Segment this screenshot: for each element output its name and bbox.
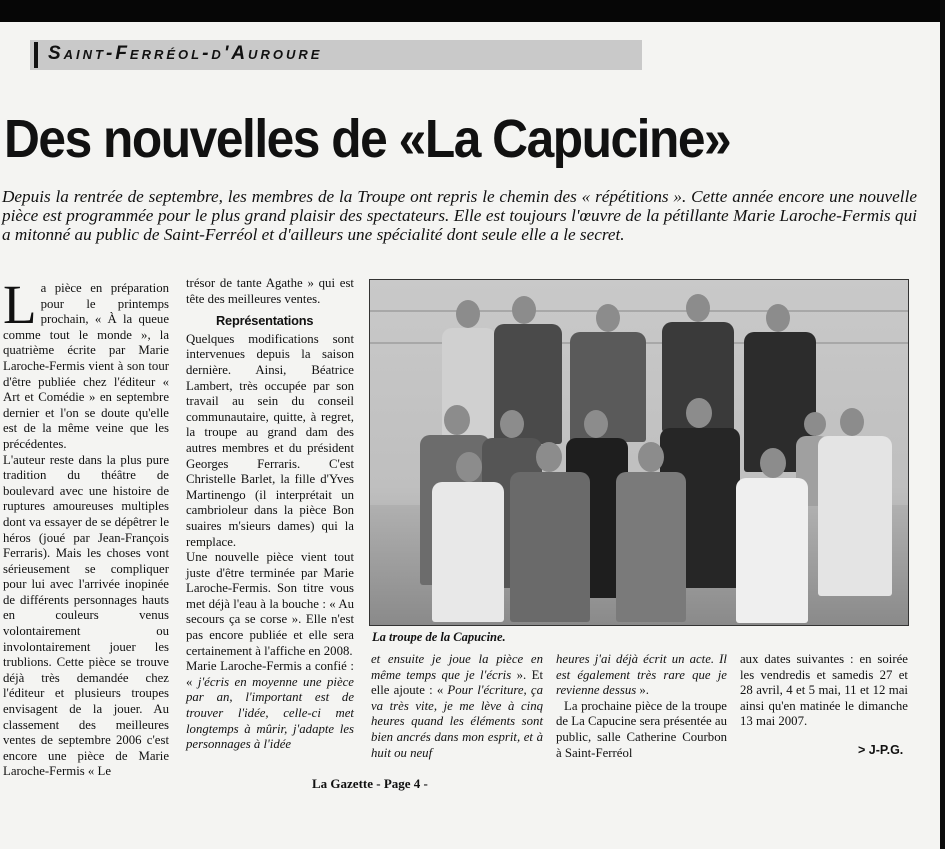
page-footer: La Gazette - Page 4 - [312,776,428,791]
paragraph-7 [371,652,543,761]
paragraph-6 [186,659,354,753]
photo-caption: La troupe de la Capucine. [372,630,506,644]
paragraph-4: Quelques modifications sont intervenues depuis la saison dernière. Ainsi, Béatrice Lambert, très occupée par son travail au sein du conseil communautaire, quitte, à regret, la troupe au grand dam des autres membres et du président Georges Ferraris. C'est Christelle Barlet, la fille d'Yves Martinengo (il interprétait un cambrioleur dans la pièce Bon suaires m'sieurs dames) qui la remplace. [186,331,354,549]
paragraph-1-text: a pièce en préparation pour le printemps prochain, « À la queue comme tout le monde », la quatrième écrite par Marie Laroche-Fermis vient à son tour d'être publiée chez l'éditeur « Art et Comédie » en septembre dernier et l'on se doute qu'elle est de la même veine que les précédentes. [3,281,169,451]
lead-paragraph: Depuis la rentrée de septembre, les membres de la Troupe ont repris le chemin des « répétitions ». Cette année encore une nouvelle pièce est programmée pour le plus grand plaisir des spectateurs. Elle est toujours l'œuvre de la pétillante Marie Laroche-Fermis qui a mitonné au public de Saint-Ferréol et d'ailleurs une spécialité dont seule elle a le secret. [2,187,917,244]
article-column-4 [556,652,727,761]
paragraph-3: trésor de tante Agathe » qui est tête des meilleures ventes. [186,276,354,306]
quote-bridge: ». Et elle ajoute : « [371,667,544,698]
article-column-5 [740,652,908,730]
quote-close: ». [636,683,649,698]
paragraph-10: aux dates suivantes : en soirée les vendredis et samedis 27 et 28 avril, 4 et 5 mai, 11 et 12 mai ainsi qu'en matinée le dimanche 13 mai 2007. [740,652,908,729]
paragraph-1 [3,274,169,453]
paragraph-2: L'auteur reste dans la plus pure tradition du théâtre de boulevard avec une histoire de ruptures amoureuses multiples dont va essayer de se dépêtrer le héros (joué par Jean-François Ferraris). Mais les choses vont sérieusement se compliquer pour lui avec l'arrivée inopinée de différents personnages hauts en couleurs venus volontairement ou involontairement jouer les trublions. Cette pièce se trouve déjà très demandée chez l'éditeur et plusieurs troupes envisagent de la jouer. Au classement des meilleures ventes de septembre 2006 c'est encore une pièce de Marie Laroche-Fermis « Le [3,452,169,779]
headline: Des nouvelles de «La Capucine» [4,109,731,169]
paragraph-9: La prochaine pièce de la troupe de La Capucine sera présentée au public, salle Catherine Courbon à Saint-Ferréol [556,698,727,760]
article-column-2 [186,276,354,753]
quote-text-4: heures j'ai déjà écrit un acte. Il est également très rare que je revienne dessus [556,652,727,698]
paragraph-5: Une nouvelle pièce vient tout juste d'être terminée par Marie Laroche-Fermis. Son titre vous met déjà l'eau à la bouche : « Au secours ça se corse ». Elle n'est pas encore publiée et elle sera certainement à l'affiche en 2008. [186,550,354,658]
quote-intro: Marie Laroche-Fermis a confié : « [186,659,354,689]
section-title: Saint-Ferréol-d'Auroure [48,43,323,64]
troupe-photo [369,279,909,626]
section-band [30,40,642,70]
subheading-representations: Représentations [216,313,314,329]
article-column-3 [371,652,543,761]
quote-text-1: j'écris en moyenne une pièce par an, l'important est de trouver l'idée, celle-ci met longtemps à mûrir, j'adapte les personnages à l'idée [186,674,354,752]
top-black-band [0,0,945,22]
drop-cap: L [3,274,37,335]
section-rule [34,42,38,68]
article-column-1 [3,274,169,780]
right-scan-edge [940,0,945,849]
author-signature: > J-P.G. [858,743,904,757]
quote-text-3: Pour l'écriture, ça va très vite, je me lève à cinq heures quand les éléments sont bien ancrés dans mon esprit, et à huit ou neuf [371,683,543,760]
quote-text-2: et ensuite je joue la pièce en même temps que je l'écris [371,652,543,682]
wall-line-top [370,310,908,312]
paragraph-8 [556,652,727,699]
